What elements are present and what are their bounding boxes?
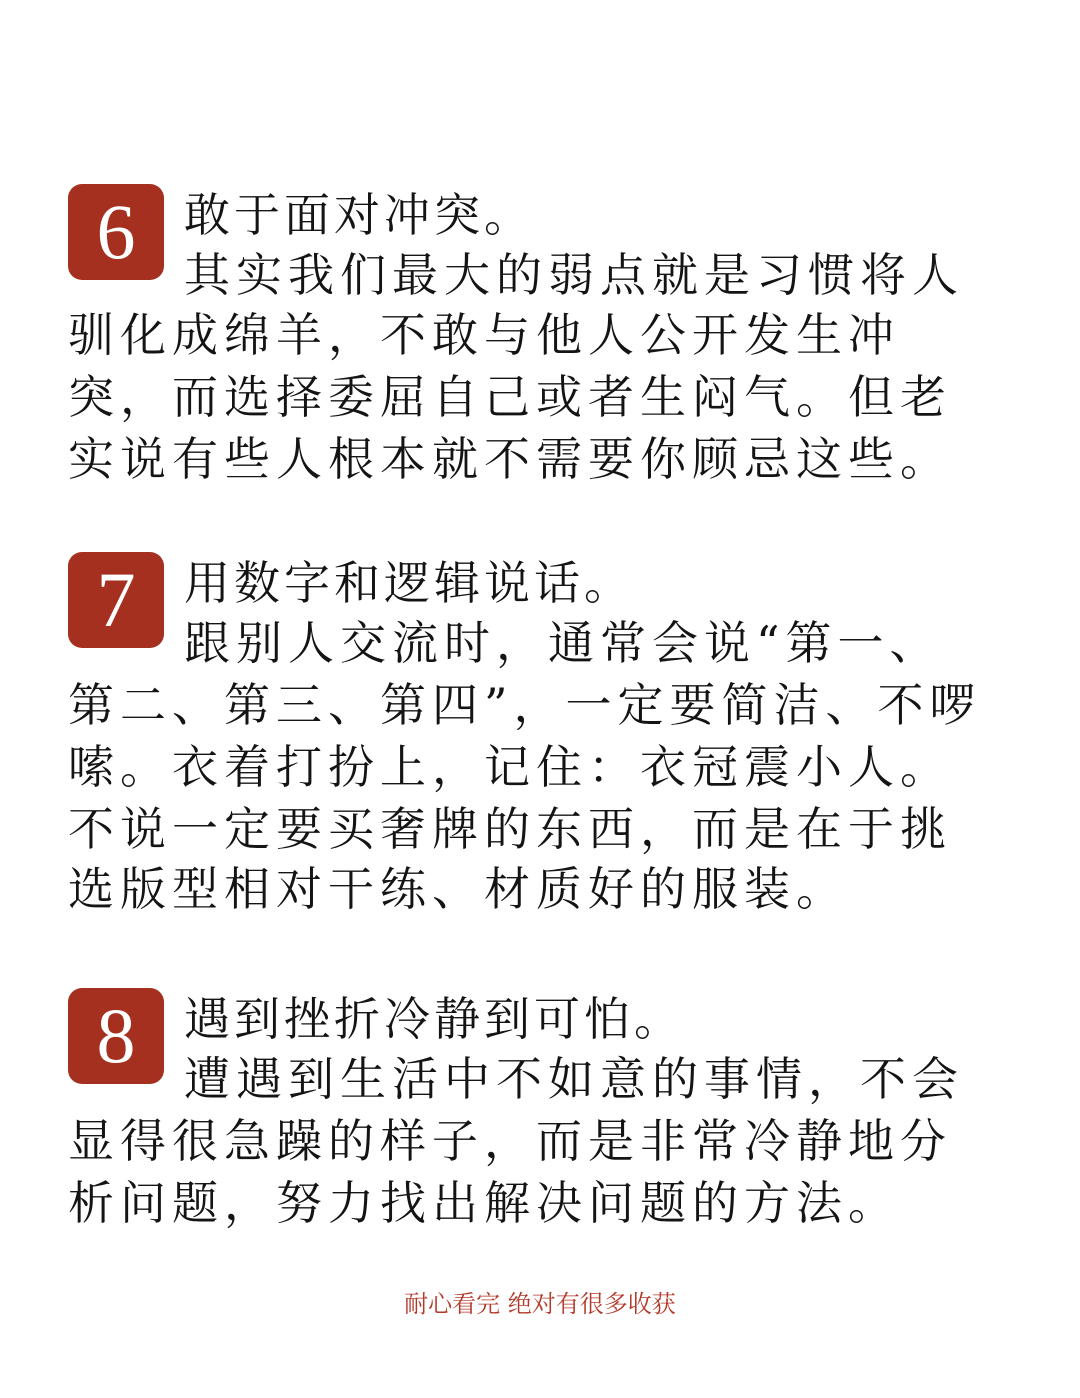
number-badge: 6 <box>68 184 164 280</box>
section-6 <box>68 184 1020 494</box>
body-line: 跟别人交流时，通常会说“第一、 <box>184 616 942 670</box>
section-7 <box>68 552 1020 922</box>
body-line: 其实我们最大的弱点就是习惯将人 <box>184 248 964 302</box>
section-title: 敢于面对冲突。 <box>184 188 534 242</box>
number-badge: 8 <box>68 988 164 1084</box>
body-line: 显得很急躁的样子，而是非常冷静地分 <box>68 1114 952 1168</box>
body-line: 析问题，努力找出解决问题的方法。 <box>68 1176 900 1230</box>
section-title: 用数字和逻辑说话。 <box>184 556 634 610</box>
body-line: 选版型相对干练、材质好的服装。 <box>68 862 848 916</box>
footer-caption: 耐心看完 绝对有很多收获 <box>404 1290 676 1318</box>
section-title: 遇到挫折冷静到可怕。 <box>184 992 684 1046</box>
body-line: 驯化成绵羊，不敢与他人公开发生冲 <box>68 308 900 362</box>
body-line: 嗦。衣着打扮上，记住：衣冠震小人。 <box>68 740 952 794</box>
section-8 <box>68 988 1020 1238</box>
body-line: 遭遇到生活中不如意的事情，不会 <box>184 1052 964 1106</box>
body-line: 突，而选择委屈自己或者生闷气。但老 <box>68 370 952 424</box>
body-line: 实说有些人根本就不需要你顾忌这些。 <box>68 432 952 486</box>
body-line: 第二、第三、第四”，一定要简洁、不啰 <box>68 678 982 732</box>
body-line: 不说一定要买奢牌的东西，而是在于挑 <box>68 802 952 856</box>
number-badge: 7 <box>68 552 164 648</box>
